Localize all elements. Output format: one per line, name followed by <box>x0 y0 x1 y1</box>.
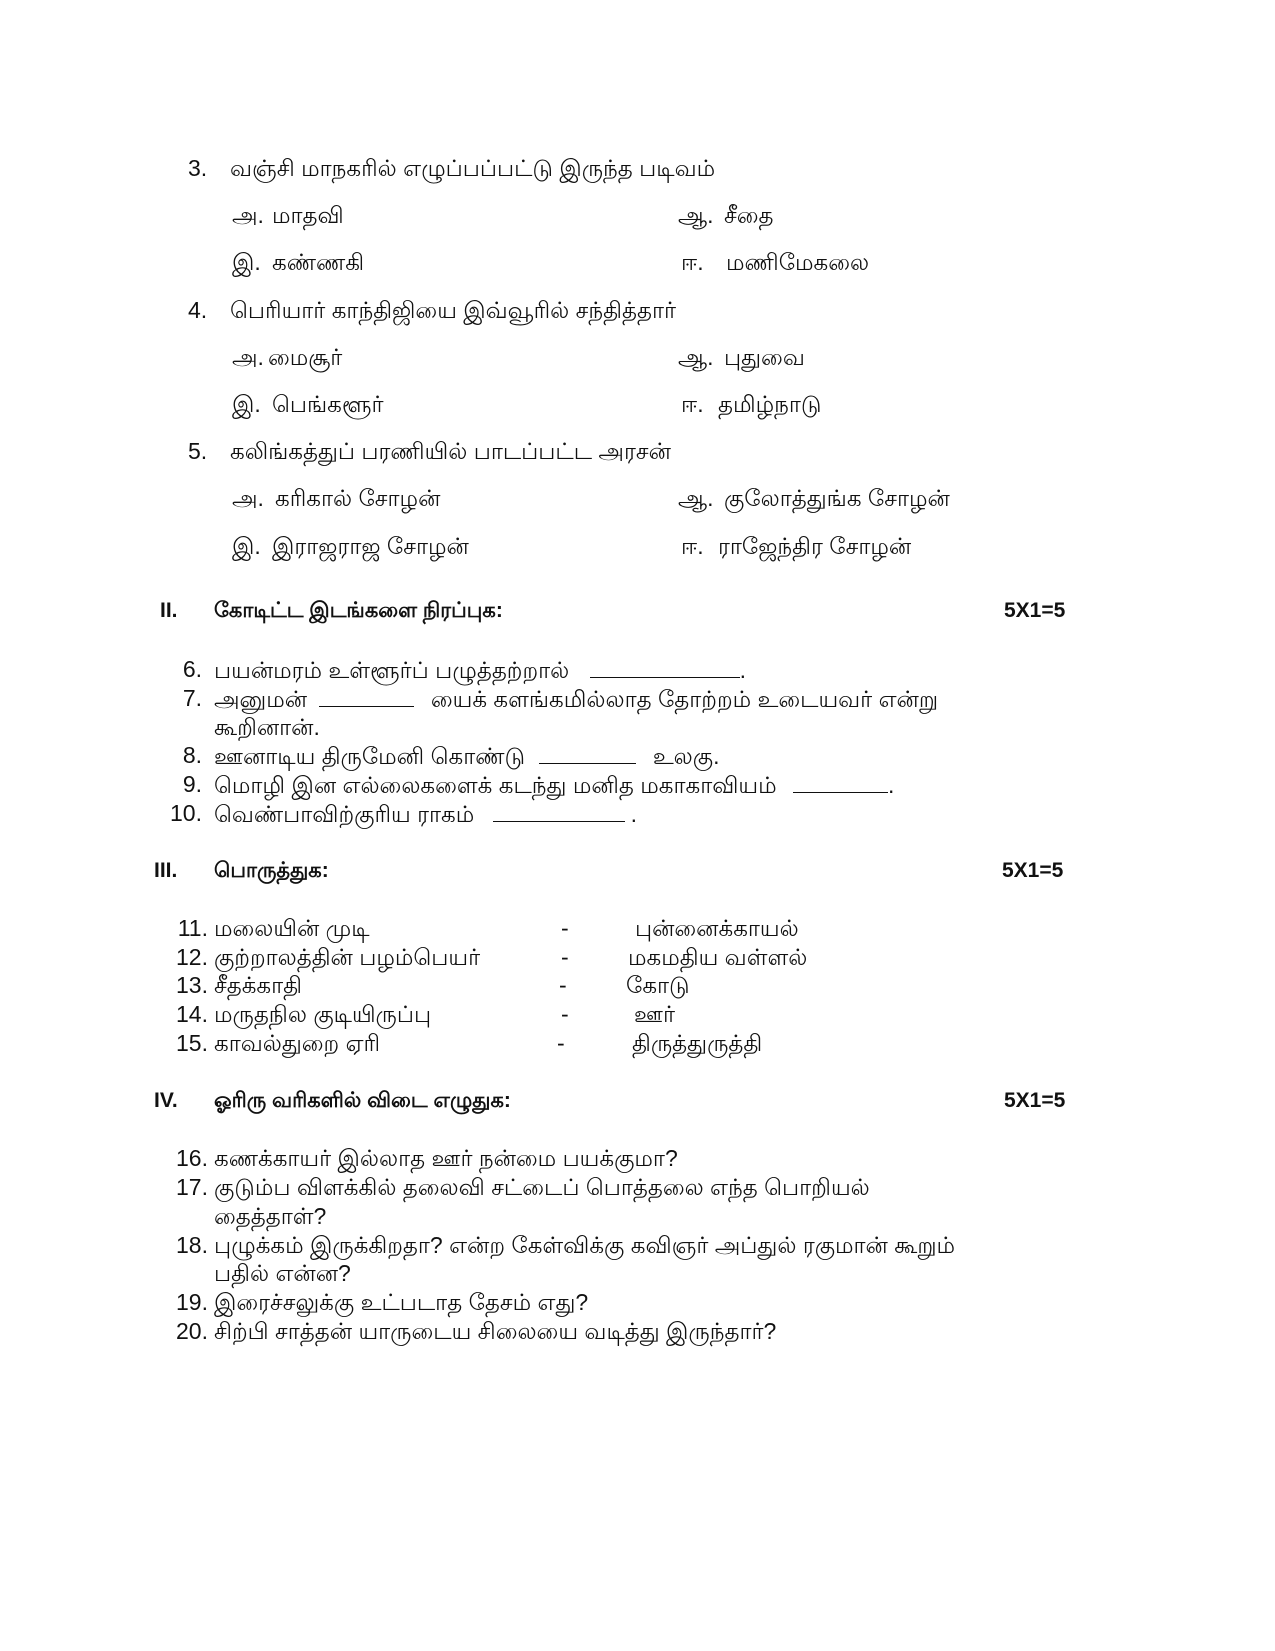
question-number: 16. <box>176 1145 208 1171</box>
question-text-continuation: பதில் என்ன? <box>214 1260 351 1286</box>
match-right: கோடு <box>626 972 690 998</box>
question-text: சிற்பி சாத்தன் யாருடைய சிலையை வடித்து இருந்தார்? <box>214 1318 777 1344</box>
option-marker: ஈ. <box>681 391 704 417</box>
question-number: 5. <box>188 438 208 464</box>
question-text: வஞ்சி மாநகரில் எழுப்பப்பட்டு இருந்த படிவம் <box>230 155 716 181</box>
question-number: 11. <box>177 915 208 941</box>
option-text: குலோத்துங்க சோழன் <box>724 485 950 511</box>
question-text: புழுக்கம் இருக்கிறதா? என்ற கேள்விக்கு கவிஞர் அப்துல் ரகுமான் கூறும் <box>214 1232 956 1258</box>
question-text-before: பயன்மரம் உள்ளூர்ப் பழுத்தற்றால் <box>214 657 570 683</box>
answer-blank <box>493 799 625 822</box>
question-number: 18. <box>176 1232 208 1258</box>
question-number: 17. <box>176 1174 208 1200</box>
question-text-before: வெண்பாவிற்குரிய ராகம் <box>214 801 475 827</box>
option-text: சீதை <box>724 202 774 228</box>
question-text-before: மொழி இன எல்லைகளைக் கடந்து மனித மகாகாவியம் <box>214 772 777 798</box>
question-text <box>214 799 637 828</box>
question-number: 3. <box>188 155 208 181</box>
option-marker: இ. <box>232 533 261 559</box>
question-number: 13. <box>176 972 208 998</box>
question-number: 8. <box>182 742 202 768</box>
option-marker: ஈ. <box>681 249 704 275</box>
option-marker: அ. <box>232 344 264 370</box>
section-number: III. <box>154 859 178 882</box>
section-number: IV. <box>154 1089 178 1112</box>
option-marker: ஆ. <box>678 485 714 511</box>
answer-blank <box>590 655 740 678</box>
option-text: கரிகால் சோழன் <box>275 485 441 511</box>
question-number: 4. <box>188 297 208 323</box>
option-marker: ஈ. <box>681 533 704 559</box>
question-text-after: . <box>888 772 895 798</box>
question-text <box>214 741 719 770</box>
option-marker: அ. <box>232 202 264 228</box>
question-text-after: உலகு. <box>652 743 720 769</box>
question-number: 9. <box>182 771 202 797</box>
match-dash: - <box>561 1001 569 1027</box>
question-number: 12. <box>176 944 208 970</box>
section-marks: 5X1=5 <box>1002 859 1064 882</box>
option-text: பெங்களூர் <box>272 391 384 417</box>
option-text: புதுவை <box>724 344 805 370</box>
question-text-after: . <box>630 801 638 827</box>
question-text-after: . <box>739 657 747 683</box>
question-text-continuation: கூறினான். <box>214 714 320 740</box>
question-number: 19. <box>176 1289 208 1315</box>
match-left: குற்றாலத்தின் பழம்பெயர் <box>214 944 481 970</box>
question-text-before: அனுமன் <box>214 686 308 712</box>
section-title: கோடிட்ட இடங்களை நிரப்புக: <box>214 599 503 622</box>
match-dash: - <box>561 915 569 941</box>
question-text: குடும்ப விளக்கில் தலைவி சட்டைப் பொத்தலை எந்த பொறியல் <box>214 1174 870 1200</box>
option-text: மைசூர் <box>268 344 343 370</box>
answer-blank <box>319 684 414 707</box>
section-marks: 5X1=5 <box>1004 599 1066 622</box>
question-text: கணக்காயர் இல்லாத ஊர் நன்மை பயக்குமா? <box>214 1145 678 1171</box>
question-number: 14. <box>176 1001 208 1027</box>
match-left: மலையின் முடி <box>214 915 370 941</box>
match-dash: - <box>557 1030 565 1056</box>
section-title: பொருத்துக: <box>214 859 329 882</box>
question-text-after: யைக் களங்கமில்லாத தோற்றம் உடையவர் என்று <box>430 686 939 712</box>
option-text: கண்ணகி <box>272 249 365 275</box>
section-number: II. <box>160 599 178 622</box>
match-left: சீதக்காதி <box>214 972 303 998</box>
question-number: 20. <box>176 1318 208 1344</box>
question-text: கலிங்கத்துப் பரணியில் பாடப்பட்ட அரசன் <box>230 438 671 464</box>
option-marker: இ. <box>232 391 261 417</box>
option-text: இராஜராஜ சோழன் <box>272 533 469 559</box>
match-right: புன்னைக்காயல் <box>635 915 799 941</box>
match-dash: - <box>561 944 569 970</box>
option-marker: அ. <box>232 485 264 511</box>
question-text: இரைச்சலுக்கு உட்படாத தேசம் எது? <box>214 1289 589 1315</box>
question-text <box>214 655 746 684</box>
section-title: ஓரிரு வரிகளில் விடை எழுதுக: <box>214 1089 511 1112</box>
match-right: திருத்துருத்தி <box>632 1030 763 1056</box>
match-left: காவல்துறை ஏரி <box>214 1030 381 1056</box>
question-number: 7. <box>182 685 202 711</box>
question-text-continuation: தைத்தாள்? <box>214 1203 327 1229</box>
answer-blank <box>539 741 636 764</box>
option-text: தமிழ்நாடு <box>718 391 822 417</box>
option-marker: ஆ. <box>678 202 714 228</box>
question-number: 10. <box>170 800 202 826</box>
question-number: 15. <box>176 1030 208 1056</box>
question-number: 6. <box>182 656 202 682</box>
option-text: ராஜேந்திர சோழன் <box>718 533 912 559</box>
question-text <box>214 770 894 799</box>
match-right: மகமதிய வள்ளல் <box>628 944 808 970</box>
section-marks: 5X1=5 <box>1004 1089 1066 1112</box>
answer-blank <box>793 770 888 793</box>
question-text <box>214 684 938 713</box>
option-text: மணிமேகலை <box>726 249 870 275</box>
option-text: மாதவி <box>272 202 344 228</box>
option-marker: ஆ. <box>678 344 714 370</box>
match-right: ஊர் <box>634 1001 675 1027</box>
question-text: பெரியார் காந்திஜியை இவ்வூரில் சந்தித்தார் <box>230 297 676 323</box>
match-left: மருதநில குடியிருப்பு <box>214 1001 432 1027</box>
question-text-before: ஊனாடிய திருமேனி கொண்டு <box>214 743 526 769</box>
match-dash: - <box>559 972 567 998</box>
option-marker: இ. <box>232 249 261 275</box>
